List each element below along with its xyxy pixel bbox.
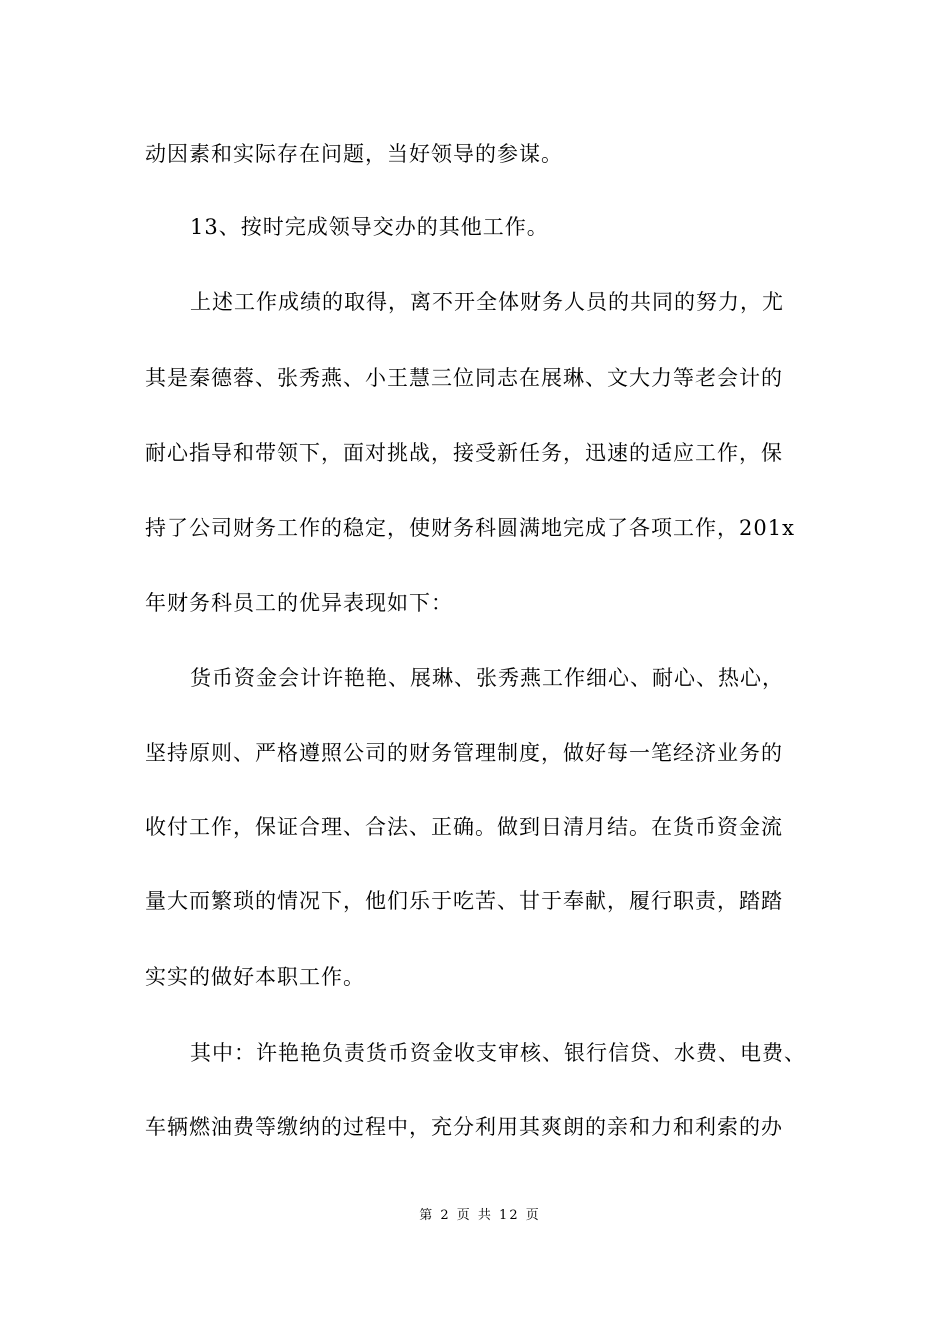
text-line: 车辆燃油费等缴纳的过程中，充分利用其爽朗的亲和力和利索的办 (145, 1115, 783, 1139)
text-line: 其中：许艳艳负责货币资金收支审核、银行信贷、水费、电费、 (190, 1041, 806, 1065)
text-line: 实实的做好本职工作。 (145, 965, 365, 989)
text-line: 坚持原则、严格遵照公司的财务管理制度，做好每一笔经济业务的 (145, 741, 783, 765)
text-line: 耐心指导和带领下，面对挑战，接受新任务，迅速的适应工作，保 (145, 441, 783, 465)
text-line: 货币资金会计许艳艳、展琳、张秀燕工作细心、耐心、热心， (190, 666, 784, 690)
text-line: 年财务科员工的优异表现如下： (145, 591, 453, 615)
text-line: 量大而繁琐的情况下，他们乐于吃苦、甘于奉献，履行职责，踏踏 (145, 889, 783, 913)
text-line: 持了公司财务工作的稳定，使财务科圆满地完成了各项工作，201x (145, 516, 795, 540)
text-line: 13、按时完成领导交办的其他工作。 (190, 215, 549, 239)
text-line: 其是秦德蓉、张秀燕、小王慧三位同志在展琳、文大力等老会计的 (145, 366, 783, 390)
text-line: 上述工作成绩的取得，离不开全体财务人员的共同的努力，尤 (190, 290, 784, 314)
text-line: 收付工作，保证合理、合法、正确。做到日清月结。在货币资金流 (145, 815, 783, 839)
text-line: 动因素和实际存在问题，当好领导的参谋。 (145, 142, 563, 166)
page-number: 第 2 页 共 12 页 (419, 1208, 541, 1223)
